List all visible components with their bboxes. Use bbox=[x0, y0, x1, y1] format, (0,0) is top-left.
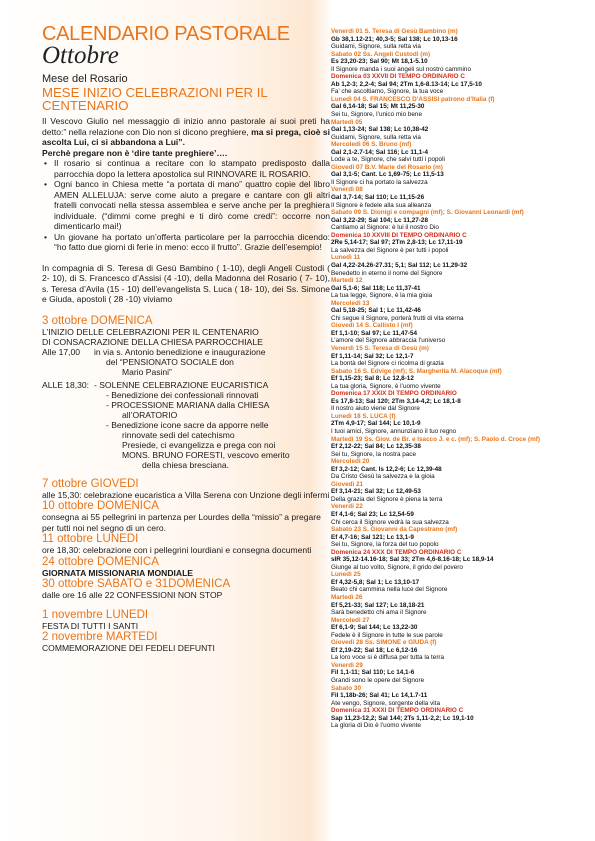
liturgy-response: Lode a te, Signore, che salvi tutti i popoli bbox=[331, 156, 445, 164]
liturgy-day: Venerdì 15 S. Teresa di Gesù (m) bbox=[331, 344, 429, 352]
liturgy-response: Chi cerca il Signore vedrà la sua salvezza bbox=[331, 518, 449, 526]
month-title: Ottobre bbox=[42, 42, 119, 69]
bishop-message bbox=[42, 116, 330, 148]
liturgy-day: Giovedì 07 B.V. Marie del Rosario (m) bbox=[331, 163, 443, 171]
liturgy-response: Della grazia del Signore è piena la terra bbox=[331, 495, 443, 503]
liturgy-readings: Gb 38,1.12-21; 40,3-5; Sal 138; Lc 10,13-16 bbox=[331, 35, 458, 43]
list-item-text: Un giovane ha portato un’offerta particolare per la parrocchia dicendo: “ho fatto due giorni di ferie in meno: ecco il frutto”. Grazie dell’esempio! bbox=[54, 231, 330, 252]
liturgy-sunday: Domenica 24 XXX DI TEMPO ORDINARIO C bbox=[331, 548, 462, 556]
liturgy-response: La tua legge, Signore, è la mia gioia bbox=[331, 292, 433, 300]
liturgy-sunday: Domenica 03 XXVII DI TEMPO ORDINARIO C bbox=[331, 73, 465, 81]
liturgy-response: Grandi sono le opere del Signore bbox=[331, 677, 425, 685]
left-column bbox=[42, 24, 330, 654]
liturgy-response: Guidami, Signore, sulla retta via bbox=[331, 43, 421, 51]
liturgy-response: Cantiamo al Signore: è lui il nostro Dio bbox=[331, 224, 439, 232]
liturgy-response: La gloria di Dio è l’uomo vivente bbox=[331, 722, 421, 730]
liturgy-day: Venerdì 08 bbox=[331, 186, 363, 194]
liturgy-response: Ate vengo, Signore, sorgente della vita bbox=[331, 699, 440, 707]
event-heading-10-ottobre: 10 ottobre DOMENICA bbox=[42, 500, 159, 512]
liturgy-readings: Gal 3,1-5; Cant. Lc 1,69-75; Lc 11,5-13 bbox=[331, 171, 444, 179]
liturgy-response: Guidami, Signore, sulla retta via bbox=[331, 133, 421, 141]
list-item-text: Ogni banco in Chiesa mette “a portata di mano” quattro copie del libro AMEN ALLELUJA: serve come aiuto a pregare e cantare con gli altri fratelli convocati nella stessa assemblea e serve anche per la preghiera individuale. (“dimmi come preghi e ti dirò come credi”: occorre non dimenticarlo mai!) bbox=[54, 179, 330, 231]
saints-paragraph: In compagnia di S. Teresa di Gesù Bambino ( 1-10), degli Angeli Custodi ( 2- 10), di S. Francesco d’Assisi (4 -10), della Madonna del Rosario ( 7- 10), s. Teresa d’Avila (15 - 10) dell’evangelista S. Luca ( 18- 10), dei Ss. Simone e Giuda, apostoli ( 28 -10) viviamo bbox=[42, 262, 330, 304]
liturgical-calendar-column bbox=[331, 28, 577, 730]
liturgy-readings: 2Tm 4,9-17; Sal 144; Lc 10,1-9 bbox=[331, 420, 421, 428]
liturgy-response: Fa’ che ascoltiamo, Signore, la tua voce bbox=[331, 88, 444, 96]
bishop-message-text: Il Vescovo Giulio nel messaggio di inizio anno pastorale ai suoi preti ha detto:” nella relazione con Dio non si dicono preghiere, bbox=[42, 116, 330, 137]
event-3-time-1: Alle 17,00 bbox=[42, 346, 81, 357]
bullet-list bbox=[42, 158, 330, 253]
event-10-text: consegna ai 55 pellegrini in partenza per Lourdes della “missio” a pregare per tutti noi nel segno di un cero. bbox=[42, 512, 321, 533]
liturgy-response: Benedetto in eterno il nome del Signore bbox=[331, 269, 443, 277]
liturgy-response: La bontà del Signore ci ricolma di grazia bbox=[331, 360, 444, 368]
liturgy-day: Sabato 16 S. Edvige (mf); S. Margherita M. Alacoque (mf) bbox=[331, 367, 502, 375]
liturgy-sunday: Domenica 31 XXXI DI TEMPO ORDINARIO C bbox=[331, 707, 464, 715]
event-3-row-2 bbox=[42, 380, 330, 390]
liturgy-readings: Ef 5,21-33; Sal 127; Lc 18,18-21 bbox=[331, 601, 425, 609]
bullet-icon: • bbox=[44, 158, 47, 168]
liturgy-readings: Ef 4,1-6; Sal 23; Lc 12,54-59 bbox=[331, 511, 414, 518]
liturgy-day: Mercoledì 27 bbox=[331, 616, 370, 624]
liturgy-readings: Es 23,20-23; Sal 90; Mt 18,1-5.10 bbox=[331, 58, 428, 66]
liturgy-readings: Ef 1,1-10; Sal 97; Lc 11,47-54 bbox=[331, 329, 418, 337]
event-heading-11-ottobre: 11 ottobre LUNEDI bbox=[42, 533, 139, 545]
liturgy-readings: Gal 2,1-2.7-14; Sal 116; Lc 11,1-4 bbox=[331, 148, 428, 156]
liturgy-response: Da Cristo Gesù la salvezza e la gioia bbox=[331, 473, 435, 481]
list-item bbox=[42, 179, 330, 232]
event-3-row-1 bbox=[42, 347, 330, 357]
event-11-text: ore 18,30: celebrazione con i pellegrini lourdiani e consegna documenti bbox=[42, 545, 312, 555]
event-heading-7-ottobre: 7 ottobre GIOVEDI bbox=[42, 477, 139, 490]
event-3-line: MONS. BRUNO FORESTI, vescovo emerito bbox=[122, 449, 290, 460]
liturgy-day: Giovedì 28 Ss. SIMONE e GIUDA (f) bbox=[331, 639, 437, 647]
liturgy-day: Lunedì 18 S. LUCA (f) bbox=[331, 412, 396, 420]
liturgy-response: Chi segue il Signore, porterà frutti di vita eterna bbox=[331, 314, 464, 322]
event-3-text-1: in via s. Antonio benedizione e inaugurazione bbox=[94, 346, 266, 357]
event-heading-30-ottobre: 30 ottobre SABATO e 31DOMENICA bbox=[42, 578, 231, 590]
event-3-caps-line-2: DI CONSACRAZIONE DELLA CHIESA PARROCCHIALE bbox=[42, 336, 263, 347]
liturgy-readings: Gal 3,7-14; Sal 110; Lc 11,15-26 bbox=[331, 194, 425, 202]
liturgy-readings: Ef 3,2-12; Cant. Is 12,2-6; Lc 12,39-48 bbox=[331, 465, 442, 473]
month-theme: Mese del Rosario bbox=[42, 73, 128, 85]
liturgy-response: Il Signore è fedele alla sua alleanza bbox=[331, 201, 432, 209]
event-3-line: della chiesa bresciana. bbox=[142, 459, 229, 470]
liturgy-response: Il nostro aiuto viene dal Signore bbox=[331, 405, 420, 413]
event-3-line: del “PENSIONATO SOCIALE don bbox=[106, 356, 234, 367]
liturgy-response: La salvezza del Signore è per tutti i popoli bbox=[331, 246, 449, 254]
liturgy-day: Venerdì 01 S. Teresa di Gesù Bambino (m) bbox=[331, 28, 458, 35]
liturgy-readings: Es 17,8-13; Sal 120; 2Tm 3,14-4,2; Lc 18,1-8 bbox=[331, 397, 461, 405]
list-item bbox=[42, 232, 330, 253]
liturgy-response: Sei tu, Signore, l’unico mio bene bbox=[331, 111, 422, 119]
list-item-text: Il rosario si continua a recitare con lo stampato predisposto dalla parrocchia dopo la lettera apostolica sul RINNOVARE IL ROSARIO. bbox=[54, 158, 330, 179]
liturgy-day: Lunedì 25 bbox=[331, 571, 361, 579]
event-3-time-2: ALLE 18,30: bbox=[42, 379, 90, 390]
liturgy-readings: Ef 2,12-22; Sal 84; Lc 12,35-38 bbox=[331, 443, 421, 451]
liturgy-day: Martedì 05 bbox=[331, 118, 363, 126]
liturgy-response: Fedele è il Signore in tutte le sue parole bbox=[331, 631, 443, 639]
liturgy-day: Sabato 30 bbox=[331, 684, 361, 692]
event-3-line: - Benedizione dei confessionali rinnovati bbox=[106, 389, 259, 400]
liturgy-response: L’amore del Signore abbraccia l’universo bbox=[331, 337, 446, 345]
event-3-line: - PROCESSIONE MARIANA dalla CHIESA bbox=[106, 399, 270, 410]
liturgy-readings: Gal 5,18-25; Sal 1; Lc 11,42-46 bbox=[331, 307, 421, 315]
bullet-icon: • bbox=[44, 179, 47, 189]
event-30-text: dalle ore 16 alle 22 CONFESSIONI NON STOP bbox=[42, 590, 223, 600]
liturgy-readings: Fil 1,18b-26; Sal 41; Lc 14,1.7-11 bbox=[331, 692, 428, 700]
event-heading-3-ottobre: 3 ottobre DOMENICA bbox=[42, 314, 153, 327]
liturgy-day: Giovedì 21 bbox=[331, 480, 364, 488]
event-heading-2-novembre: 2 novembre MARTEDI bbox=[42, 631, 158, 643]
event-3-line: - Benedizione icone sacre da apporre nelle bbox=[106, 419, 269, 430]
liturgy-day: Martedì 26 bbox=[331, 594, 363, 602]
liturgy-readings: Ef 1,15-23; Sal 8; Lc 12,8-12 bbox=[331, 375, 414, 383]
liturgy-day: Lunedì 04 S. FRANCESCO D’ASSISI patrono d’Italia (f) bbox=[331, 95, 495, 103]
event-3-text-2: - SOLENNE CELEBRAZIONE EUCARISTICA bbox=[94, 379, 269, 390]
page-title: CALENDARIO PASTORALE bbox=[42, 23, 290, 45]
centenary-heading: MESE INIZIO CELEBRAZIONI PER IL CENTENARIO bbox=[42, 85, 268, 113]
liturgy-readings: Ef 1,11-14; Sal 32; Lc 12,1-7 bbox=[331, 352, 414, 360]
liturgy-readings: Fil 1,1-11; Sal 110; Lc 14,1-6 bbox=[331, 669, 415, 677]
liturgy-readings: Ef 3,14-21; Sal 32; Lc 12,49-53 bbox=[331, 488, 421, 496]
liturgy-day: Mercoledì 06 S. Bruno (mf) bbox=[331, 141, 412, 149]
liturgy-readings: Ef 4,32-5,8; Sal 1; Lc 13,10-17 bbox=[331, 578, 420, 586]
liturgy-response: Il Signore ci ha portato la salvezza bbox=[331, 178, 428, 186]
liturgy-day: Martedì 12 bbox=[331, 277, 363, 285]
liturgy-response: Sarà benedetto chi ama il Signore bbox=[331, 609, 427, 617]
liturgy-response: Sei tu, Signore, la nostra pace bbox=[331, 450, 416, 458]
liturgy-response: Giunge al tuo volto, Signore, il grido del povero bbox=[331, 563, 463, 571]
liturgy-day: Martedì 19 Ss. Giov. de Br. e Isacco J. e c. (mf); S. Paolo d. Croce (mf) bbox=[331, 435, 540, 443]
liturgy-readings: Ef 4,7-16; Sal 121; Lc 13,1-9 bbox=[331, 533, 414, 541]
liturgy-readings: Ab 1,2-3; 2,2-4; Sal 94; 2Tm 1,6-8.13-14; Lc 17,5-10 bbox=[331, 80, 482, 88]
event-3-line: all’ORATORIO bbox=[122, 409, 178, 420]
liturgy-readings: Ef 6,1-9; Sal 144; Lc 13,22-30 bbox=[331, 624, 418, 632]
bishop-message-bold: ma si prega, cioè si ascolta Lui, ci si abbandona a Lui”. bbox=[42, 126, 330, 147]
event-1-nov-text: FESTA DI TUTTI I SANTI bbox=[42, 620, 139, 631]
liturgy-readings: Gal 3,22-29; Sal 104; Lc 11,27-28 bbox=[331, 216, 428, 224]
liturgy-day: Sabato 23 S. Giovanni da Capestrano (mf) bbox=[331, 526, 458, 534]
bullet-icon: • bbox=[44, 231, 47, 242]
liturgy-day: Venerdì 29 bbox=[331, 661, 363, 669]
liturgy-response: La tua gloria, Signore, è l’uomo vivente bbox=[331, 382, 441, 390]
liturgy-day: Lunedì 11 bbox=[331, 254, 361, 262]
event-24-text: GIORNATA MISSIONARIA MONDIALE bbox=[42, 567, 193, 578]
liturgy-day: Sabato 09 S. Dionigi e compagni (mf); S. Giovanni Leonardi (mf) bbox=[331, 209, 524, 217]
liturgy-response: Sei tu, Signore, la forza del tuo popolo bbox=[331, 541, 439, 549]
liturgy-sunday: Domenica 17 XXIX DI TEMPO ORDINARIO bbox=[331, 390, 457, 398]
liturgy-day: Mercoledì 20 bbox=[331, 458, 370, 466]
liturgy-readings: sIR 35,12-14.16-18; Sal 33; 2Tm 4,6-8.16-18; Lc 18,9-14 bbox=[331, 556, 494, 564]
liturgy-sunday: Domenica 10 XXVIII DI TEMPO ORDINARIO C bbox=[331, 231, 467, 239]
liturgy-day: Giovedì 14 S. Callisto I (mf) bbox=[331, 322, 413, 330]
liturgy-response: I tuoi amici, Signore, annunziano il tuo regno bbox=[331, 427, 457, 435]
liturgy-day: Sabato 02 Ss. Angeli Custodi (m) bbox=[331, 50, 431, 58]
event-heading-1-novembre: 1 novembre LUNEDI bbox=[42, 608, 149, 621]
liturgy-readings: Gal 6,14-18; Sal 15; Mt 11,25-30 bbox=[331, 103, 425, 111]
event-2-nov-text: COMMEMORAZIONE DEI FEDELI DEFUNTI bbox=[42, 643, 215, 653]
event-3-line: Mario Pasini” bbox=[122, 366, 172, 377]
liturgy-readings: 2Re 5,14-17; Sal 97; 2Tm 2,8-13; Lc 17,11-19 bbox=[331, 239, 463, 247]
liturgy-day: Mercoledì 13 bbox=[331, 299, 370, 307]
liturgy-response: Beato chi cammina nella luce del Signore bbox=[331, 586, 448, 594]
event-3-line: Presiede, ci evangelizza e prega con noi bbox=[122, 439, 276, 450]
event-3-line: rinnovate sedi del catechismo bbox=[122, 429, 235, 440]
liturgy-readings: Sap 11,23-12,2; Sal 144; 2Ts 1,11-2,2; Lc 19,1-10 bbox=[331, 714, 474, 722]
liturgy-readings: Gal 5,1-6; Sal 118; Lc 11,37-41 bbox=[331, 284, 421, 292]
event-heading-24-ottobre: 24 ottobre DOMENICA bbox=[42, 555, 159, 568]
event-3-caps-line-1: L’INIZIO DELLE CELEBRAZIONI PER IL CENTENARIO bbox=[42, 326, 259, 337]
list-item bbox=[42, 158, 330, 179]
liturgy-day: Venerdì 22 bbox=[331, 503, 363, 511]
event-7-text: alle 15,30: celebrazione eucaristica a Villa Serena con Unzione degli infermi bbox=[42, 489, 330, 500]
liturgy-readings: Gal 4,22-24.26-27.31; 5,1; Sal 112; Lc 11,29-32 bbox=[331, 261, 468, 269]
liturgy-readings: Ef 2,19-22; Sal 18; Lc 6,12-16 bbox=[331, 646, 418, 654]
liturgy-response: La loro voce si è diffusa per tutta la terra bbox=[331, 654, 445, 662]
liturgy-readings: Gal 1,13-24; Sal 138; Lc 10,38-42 bbox=[331, 126, 429, 134]
question-line: Perchè pregare non è ‘dire tante preghiere’…. bbox=[42, 147, 228, 158]
liturgy-response: Il Signore manda i suoi angeli sul nostro cammino bbox=[331, 65, 471, 73]
